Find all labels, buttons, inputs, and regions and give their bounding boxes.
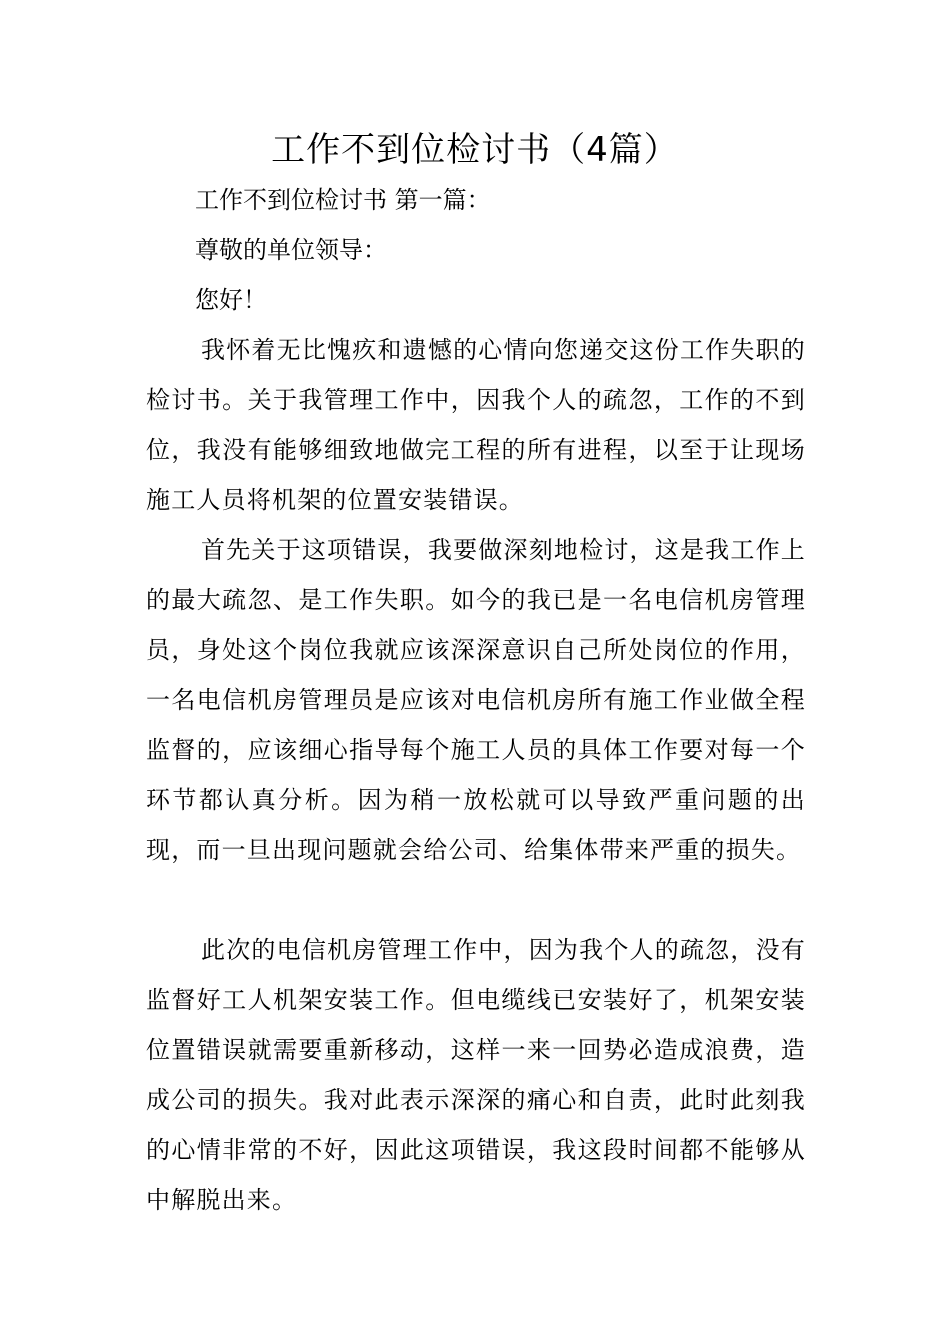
paragraph-3: 此次的电信机房管理工作中，因为我个人的疏忽，没有监督好工人机架安装工作。但电缆线已安装好了，机架安装位置错误就需要重新移动，这样一来一回势必造成浪费，造成公司的损失。我对此表示深深的痛心和自责，此时此刻我的心情非常的不好，因此这项错误，我这段时间都不能够从中解脱出来。 xyxy=(146,936,806,1214)
paragraph-1: 我怀着无比愧疚和遗憾的心情向您递交这份工作失职的检讨书。关于我管理工作中，因我个人的疏忽，工作的不到位，我没有能够细致地做完工程的所有进程，以至于让现场施工人员将机架的位置安装错误。 xyxy=(146,336,806,514)
salutation: 尊敬的单位领导： xyxy=(195,236,387,264)
section-heading: 工作不到位检讨书 第一篇： xyxy=(195,186,491,214)
greeting: 您好！ xyxy=(195,286,267,314)
paragraph-2: 首先关于这项错误，我要做深刻地检讨，这是我工作上的最大疏忽、是工作失职。如今的我已是一名电信机房管理员，身处这个岗位我就应该深深意识自己所处岗位的作用，一名电信机房管理员是应该对电信机房所有施工作业做全程监督的，应该细心指导每个施工人员的具体工作要对每一个环节都认真分析。因为稍一放松就可以导致严重问题的出现，而一旦出现问题就会给公司、给集体带来严重的损失。 xyxy=(146,536,806,864)
document-title: 工作不到位检讨书（4篇） xyxy=(271,130,679,170)
